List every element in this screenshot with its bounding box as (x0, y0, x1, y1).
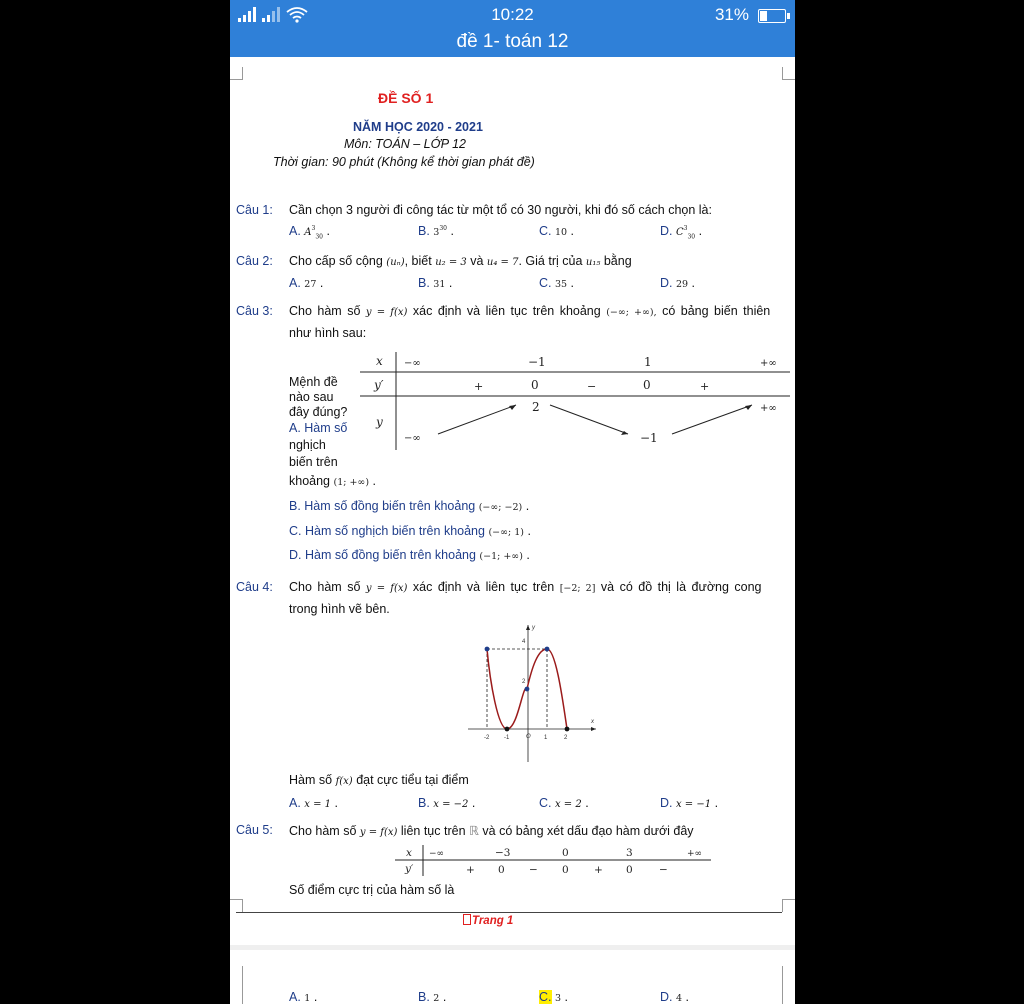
x-value: 1 (644, 355, 652, 369)
x-value: +∞ (687, 849, 703, 859)
x-value: +∞ (760, 358, 777, 369)
crop-mark (230, 67, 243, 80)
x-value: −∞ (429, 849, 445, 859)
arrow-up (672, 405, 752, 434)
option-a: A. Hàm số nghịch biến trên (289, 421, 348, 469)
question-stem: Mệnh đề nào sau đây đúng? (289, 375, 348, 419)
exam-number: ĐỀ SỐ 1 (378, 90, 434, 106)
phone-screen (230, 0, 795, 1004)
page-footer: Trang 1 (463, 914, 513, 927)
question-label: Câu 4: (236, 580, 273, 594)
battery-icon (758, 9, 786, 23)
yp-value: + (700, 380, 710, 393)
crop-mark (782, 67, 795, 80)
question-text-cont: như hình sau: (289, 326, 367, 340)
option-c: C. 3 . (539, 990, 568, 1004)
document-title: đề 1- toán 12 (456, 31, 569, 52)
y-value: −1 (640, 431, 658, 445)
question-text: Cho hàm số y = f(x) xác định và liên tục trên [−2; 2] và có đồ thị là đường cong (289, 580, 762, 594)
status-bar (230, 4, 795, 24)
page-2 (230, 950, 795, 1004)
option-d: D. $C^3_{30}$ . (660, 224, 703, 241)
yp-value: + (466, 864, 475, 876)
x-value: 3 (626, 847, 633, 859)
option-d: D. x = −1 . (660, 796, 719, 810)
function-graph (468, 622, 608, 762)
option-c: C. x = 2 . (539, 796, 589, 810)
table-x-label: x (376, 354, 383, 368)
option-a: A. 27 . (289, 276, 324, 290)
yp-value: 0 (562, 864, 569, 876)
yp-value: + (594, 864, 603, 876)
x-value: −3 (495, 847, 511, 859)
x-axis-label: x (591, 719, 594, 725)
tick-label: -1 (504, 735, 510, 741)
yp-value: − (529, 864, 538, 876)
option-c: C. 10 . (539, 224, 575, 238)
question-text: Cho cấp số cộng (uₙ), biết u₂ = 3 và u₄ = 7. Giá trị của u₁₅ bằng (289, 254, 632, 268)
option-b: B. x = −2 . (418, 796, 476, 810)
duration: Thời gian: 90 phút (Không kể thời gian phát đề) (273, 155, 535, 169)
option-c: C. Hàm số nghịch biến trên khoảng (−∞; 1) . (289, 524, 531, 538)
yp-value: 0 (531, 378, 539, 392)
tick-label: 2 (522, 679, 526, 685)
table-y-label: y (376, 415, 383, 429)
yp-value: − (587, 380, 597, 393)
option-a: A. 1 . (289, 990, 318, 1004)
option-b: B. Hàm số đồng biến trên khoảng (−∞; −2) . (289, 499, 530, 513)
crop-mark (230, 899, 243, 912)
option-b: B. 31 . (418, 276, 453, 290)
arrow-up (438, 405, 516, 434)
option-b: B. $3^{30}$ . (418, 224, 454, 238)
school-year: NĂM HỌC 2020 - 2021 (353, 120, 483, 134)
option-a: A. $A^3_{30}$ . (289, 224, 330, 241)
y-value: −∞ (404, 433, 421, 444)
tick-label: 2 (564, 735, 568, 741)
crop-mark (230, 966, 243, 1004)
tick-label: 1 (544, 735, 548, 741)
subject: Môn: TOÁN – LỚP 12 (344, 137, 467, 151)
x-value: −1 (528, 355, 546, 369)
yp-value: − (659, 864, 668, 876)
question-label: Câu 2: (236, 254, 273, 268)
table-yp-label: y′ (405, 863, 414, 875)
question-text: Cho hàm số y = f(x) liên tục trên ℝ và có bảng xét dấu đạo hàm dưới đây (289, 824, 694, 838)
question-label: Câu 3: (236, 304, 273, 318)
option-c: C. 35 . (539, 276, 575, 290)
yp-value: 0 (498, 864, 505, 876)
option-d: D. 29 . (660, 276, 696, 290)
question-label: Câu 1: (236, 203, 273, 217)
question-text: Cho hàm số y = f(x) xác định và liên tục trên khoảng (−∞; +∞), có bảng biến thiên (289, 304, 771, 318)
table-x-label: x (406, 847, 412, 859)
question-stem: Hàm số f(x) đạt cực tiểu tại điểm (289, 773, 469, 787)
arrow-down (550, 405, 628, 434)
crop-mark (782, 899, 795, 912)
clock: 10:22 (491, 5, 534, 24)
y-axis-label: y (532, 625, 535, 631)
option-b: B. 2 . (418, 990, 447, 1004)
yp-value: 0 (626, 864, 633, 876)
page-1 (230, 57, 795, 945)
crop-mark (782, 966, 795, 1004)
top-bar (230, 0, 795, 57)
battery-percent: 31% (714, 5, 749, 24)
question-stem: Số điểm cực trị của hàm số là (289, 883, 455, 897)
option-d: D. Hàm số đồng biến trên khoảng (−1; +∞) . (289, 548, 530, 562)
option-a: A. x = 1 . (289, 796, 338, 810)
question-label: Câu 5: (236, 823, 273, 837)
origin-label: O (526, 734, 531, 740)
variation-table (360, 350, 790, 450)
question-text: Cần chọn 3 người đi công tác từ một tổ có 30 người, khi đó số cách chọn là: (289, 203, 712, 217)
option-d: D. 4 . (660, 990, 689, 1004)
y-value: +∞ (760, 403, 777, 414)
y-value: 2 (532, 400, 540, 414)
x-value: 0 (562, 847, 569, 859)
yp-value: + (474, 380, 484, 393)
footer-rule (236, 912, 782, 913)
table-yp-label: y′ (374, 378, 384, 392)
question-text-cont: trong hình vẽ bên. (289, 602, 390, 616)
sign-table (395, 844, 715, 878)
yp-value: 0 (643, 378, 651, 392)
option-a-end: khoảng (1; +∞) . (289, 474, 377, 488)
tick-label: 4 (522, 639, 526, 645)
x-value: −∞ (404, 358, 421, 369)
tick-label: -2 (484, 735, 490, 741)
